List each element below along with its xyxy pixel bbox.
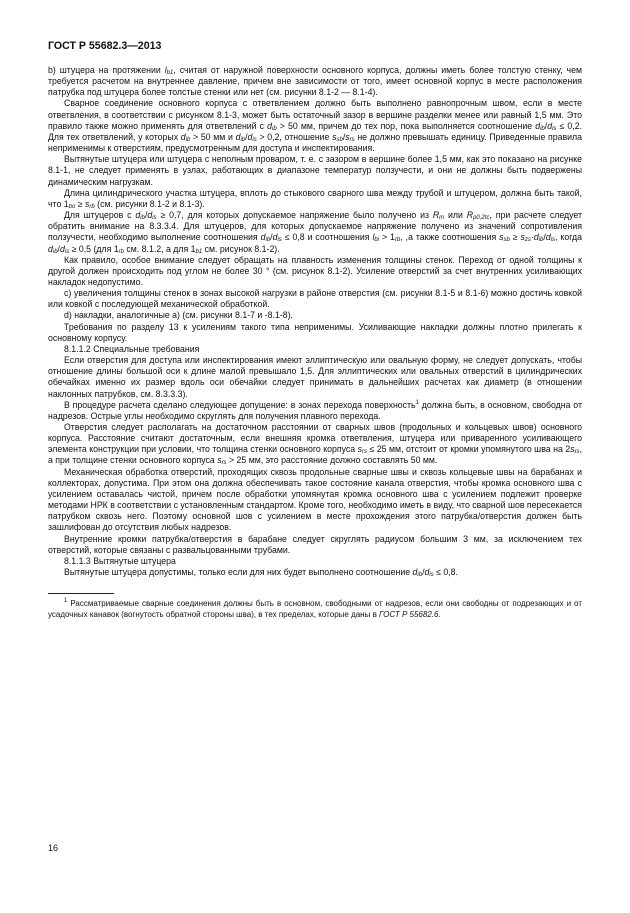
paragraph: Для штуцеров с $d_{ib}/d_{is} \ge 0,7$, для которых допускаемое напряжение было получено из $R_m$ или $R_{p0,2tc}$, при расчете следует обратить внимание на 8.3.3.4. Для штуцеров, для которых допускаемое напряжение получено из значений сопротивления ползучести, необходимо выполнение соотношения $d_{ib}/d_{is} \le 0,8$ и соотношения $l_{bi} > 1_{rb}$, ,а также соотношения $s_{sb} \ge s_{zs}\cdot d_{ib}/d_{is}$, когда $d_{ib}/d_{is} \ge 0,5$ (для $1_{rb}$ см. 8.1.2, а для $1_{b1}$ см. рисунок 8.1-2). bbox=[48, 210, 582, 255]
paragraph: 8.1.1.2 Специальные требования bbox=[64, 343, 200, 354]
paragraph: Длина цилиндрического участка штуцера, вплоть до стыкового сварного шва между трубой и штуцером, должна быть такой, что $1_{bo} \ge s_{rb}$ (см. рисунки 8.1-2 и 8.1-3). bbox=[48, 187, 582, 210]
paragraph: Сварное соединение основного корпуса с ответвлением должно быть выполнено равнопрочным швом, если в месте ответвления, в соответствии с рисунком 8.1-3, может быть остаточный зазор в вершине разделки менее или равный 1,5 мм. Это правило также можно применять для ответвлений с $d_{ib} > 50$ мм, причем до тех пор, пока выполняется соотношение $d_{ib}/d_{is} \le 0,2$. Для тех ответвлений, у которых $d_{ib} > 50$ мм и $d_{ib}/d_{is} > 0,2$, отношение $s_{sb}/s_{rs}$ не должно превышать единицу. Приведенные правила неприменимы к отверстиям, предусмотренным для доступа и инспектирования. bbox=[48, 98, 583, 154]
paragraph: Вытянутые штуцера или штуцера с неполным проваром, т. е. с зазором в вершине более 1,5 мм, как это показано на рисунке 8.1-1, не следует применять в узлах, работающих в диапазоне температур ползучести, и они не должны быть подвержены динамическим нагрузкам. bbox=[48, 154, 582, 187]
paragraph: Вытянутые штуцера допустимы, только если для них будет выполнено соотношение $d_{ib}/d_{is} \le 0,8$. bbox=[64, 567, 458, 579]
paragraph: Требования по разделу 13 к усилениям такого типа неприменимы. Усиливающие накладки должны плотно прилегать к основному корпусу. bbox=[48, 321, 582, 343]
footnote: $^1$ Рассматриваемые сварные соединения должны быть в основном, свободными от надрезов, если они свободны от подрезающих и от усадочных канавок (вогнутость обратной стороны шва), в тех пределах, которые даны в ГОСТ Р 55682.6. bbox=[48, 598, 582, 619]
paragraph: Отверстия следует располагать на достаточном расстоянии от сварных швов (продольных и кольцевых швов) основного корпуса. Расстояние считают достаточным, если внешняя кромка ответвления, штуцера или приваренного усиливающего элемента конструкции при условии, что толщина стенки основного корпуса $s_{rs} \le 25$ мм, отстоит от кромки упомянутого шва на $2s_{rs}$, а при толщине стенки основного корпуса $s_{rs} > 25$ мм, это расстояние должно составлять 50 мм. bbox=[48, 422, 582, 467]
footnote-separator bbox=[48, 593, 114, 594]
paragraph: В процедуре расчета сделано следующее допущение: в зонах перехода поверхность$^1$ должна быть, в основном, свободна от надрезов. Острые углы необходимо скруглять для получения плавного перехода. bbox=[48, 399, 582, 421]
document-page bbox=[48, 40, 582, 620]
paragraph: Если отверстия для доступа или инспектирования имеют эллиптическую или овальную форму, не следует допускать, чтобы отношение длины большой оси к длине малой превышало 1,5. Для эллиптических или овальных отверстий в цилиндрических обечайках именно их размер вдоль оси обечайки следует принимать в дальнейших расчетах как диаметр (в отношении наклонных патрубков, см. 8.3.3.3). bbox=[48, 355, 582, 399]
body-text bbox=[48, 65, 582, 578]
paragraph: Механическая обработка отверстий, проходящих сквозь продольные сварные швы и сквозь кольцевые швы на барабанах и коллекторах, допустима. При этом она должна обеспечивать такое состояние канала отверстия, чтобы кромка основного шва с усилением оставалась чистой, причем после обработки упомянутая кромка основного шва с усилением подлежит проверке методами НРК в соответствии с установленным стандартом. Кроме того, необходимо иметь в виду, что сварной шов пересекается патрубком сквозь него. Поэтому основной шов с усилением в месте прохождения этого патрубка/отверстия должен быть зашлифован до отсутствия любых надрезов. bbox=[48, 466, 582, 533]
paragraph: d) накладки, аналогичные а) (см. рисунки 8.1-7 и -8.1-8). bbox=[64, 310, 293, 321]
paragraph: Внутренние кромки патрубка/отверстия в барабане следует скруглять радиусом большим 3 мм, за исключением тех отверстий, которые связаны с развальцованными трубами. bbox=[48, 533, 582, 555]
paragraph: 8.1.1.3 Вытянутые штуцера bbox=[64, 555, 176, 566]
standard-code-header: ГОСТ Р 55682.3—2013 bbox=[48, 40, 162, 52]
page-number: 16 bbox=[48, 843, 59, 853]
paragraph: b) штуцера на протяжении $l_{b1}$, считая от наружной поверхности основного корпуса, должны иметь более толстую стенку, чем требуется расчетом на внутреннее давление, причем вне зависимости от того, имеет основной корпус в месте расположения патрубка под штуцера более толстые стенки или нет (см. рисунки 8.1-2 — 8.1-4). bbox=[48, 65, 582, 98]
paragraph: Как правило, особое внимание следует обращать на плавность изменения толщины стенок. Переход от одной толщины к другой должен происходить под углом не более 30 ° (см. рисунок 8.1-2). Усиление отверстий за счет внутренних усиливающих накладок недопустимо. bbox=[48, 254, 582, 287]
paragraph: с) увеличения толщины стенок в зонах высокой нагрузки в районе отверстия (см. рисунки 8.1-5 и 8.1-6) можно достичь ковкой или ковкой с последующей механической обработкой. bbox=[48, 288, 582, 310]
